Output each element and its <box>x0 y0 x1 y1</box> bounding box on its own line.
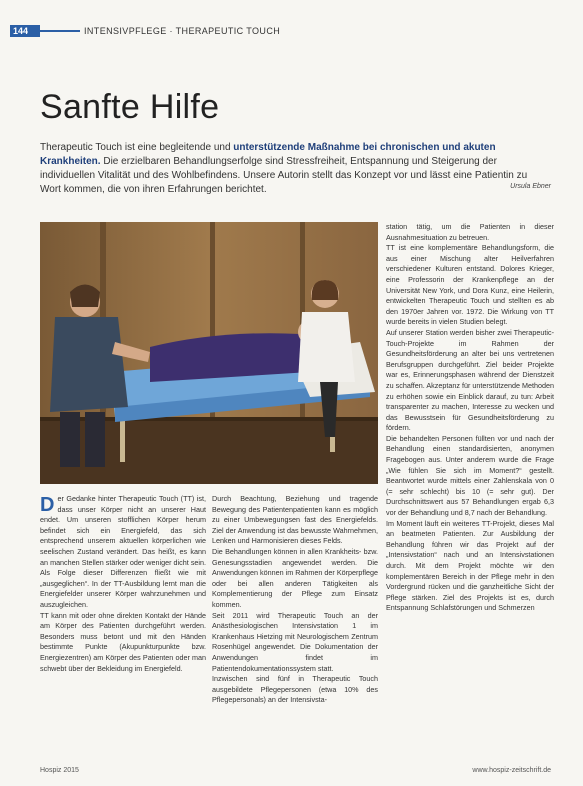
footer-website: www.hospiz-zeitschrift.de <box>472 767 551 774</box>
paragraph: Inzwischen sind fünf in Therapeutic Touch ausgebildete Pflegepersonen (etwa 10% des Pflegepersonals) an der Intensivsta- <box>212 674 378 705</box>
header-rule <box>40 30 80 32</box>
paragraph: Seit 2011 wird Therapeutic Touch an der Anästhesiologischen Intensivstation 1 im Krankenhaus Hietzing mit Neurologischem Zentrum Rosenhügel angewendet. Die Dokumentation der Anwendungen findet im Patientendokumentationssystem statt. <box>212 610 378 673</box>
drop-cap: D <box>40 494 55 516</box>
text-column-left <box>40 494 206 762</box>
photo-illustration <box>40 222 378 484</box>
article-lead <box>40 141 548 197</box>
section-header: INTENSIVPFLEGE · THERAPEUTIC TOUCH <box>84 26 281 36</box>
lead-bold: unterstützende Maßnahme bei chronischen und akuten Krankheiten. <box>40 142 496 167</box>
paragraph: TT kann mit oder ohne direkten Kontakt der Hände am Körper des Patienten durchgeführt werden. Besonders muss betont und mit den Händen bestimmte Punkte (Akupunkturpunkte bzw. Energiezentren) am Körper des Patienten oder man schwebt über der Bekleidung im Energiefeld. <box>40 610 206 673</box>
paragraph: Durch Beachtung, Beziehung und tragende Bewegung des Patientenpatienten kann es möglich zu einer Umbewegungsen fast des Energiefelds. Ziel der Anwendung ist das bewusste Wahrnehmen, Lenken und Harmonisieren dieses Felds. <box>212 494 378 546</box>
paragraph: Die Behandlungen können in allen Krankheits- bzw. Genesungsstadien angewendet werden. Die Anwendungen können im Rahmen der Körperpflege oder bei allen anderen Tätigkeiten als Komplementierung der Pflege zum Einsatz kommen. <box>212 546 378 609</box>
paragraph: Im Moment läuft ein weiteres TT-Projekt, dieses Mal an beatmeten Patienten. Zur Ausbildung der Behandlung führen wir das Projekt auf der „Intensivstation“ nach und an Intensivstationen durch. Mit dem Projekt möchte wir den komplementären Bereich in der Pflege mehr in den Vordergrund rücken und die ganzheitliche Sicht der Pflege stärken. Ziel des Projekts ist es, durch Entspannung Schlafstörungen und Schmerzen <box>386 518 554 613</box>
paragraph: station tätig, um die Patienten in dieser Ausnahmesituation zu betreuen. <box>386 222 554 242</box>
article-photo <box>40 222 378 484</box>
page-number: 144 <box>10 25 40 37</box>
lead-text-1: Therapeutic Touch ist eine begleitende und <box>40 142 234 153</box>
lead-text-2: Die erzielbaren Behandlungserfolge sind Stressfreiheit, Entspannung und Steigerung der individuellen Vitalität und des Wohlbefindens. Unsere Autorin stellt das Konzept vor und lässt eine Patientin zu Wort kommen, die von ihren Erfahrungen berichtet. <box>40 156 528 195</box>
paragraph: Auf unserer Station werden bisher zwei Therapeutic-Touch-Projekte im Rahmen der Gesundheitsförderung an alter bei uns vertretenen Berufsgruppen durchgeführt. Ziel beider Projekte war es, Erinnerungsphasen während der Dienstzeit zu schaffen. Akzeptanz für unterstützende Methoden zu erhöhen sowie ein Einblick darauf, zu tun: Arbeit transparenter zu machen, Interesse zu wecken und das Bewusstsein für Gesundheitsförderung zu fördern. <box>386 327 554 433</box>
paragraph: Die behandelten Personen füllten vor und nach der Behandlung einen standardisierten, anonymen Fragebogen aus. Unter anderem wurde die Frage „Wie fühlen Sie sich im Moment?“ gestellt. Beantwortet wurde mittels einer Zahlenskala von 0 (= sehr schlecht) bis 10 (= sehr gut). Der Durchschnittswert aus 57 Behandlungen ergab 6,3 vor der Behandlung und 8,7 nach der Behandlung. <box>386 433 554 518</box>
paragraph-text: er Gedanke hinter Therapeutic Touch (TT) ist, dass unser Körper nicht an unserer Haut endet. Um unseren stofflichen Körper herum befindet sich ein Energiefeld, das sich entsprechend unserem aktuellen körperlichen wie seelischen Zustand verändert. Das heißt, es kann an manchen Stellen stärker oder weniger dicht sein. Als Folge dieser Differenzen fließt wie mit „ausgeglichen“. In der TT-Ausbildung lernt man die Energiefelder unserer Körper wahrzunehmen und auszugleichen. <box>40 494 206 609</box>
article-title: Sanfte Hilfe <box>40 88 220 126</box>
author-name: Ursula Ebner <box>510 183 551 190</box>
text-column-middle <box>212 494 378 762</box>
paragraph: TT ist eine komplementäre Behandlungsform, die aus einer Mischung alter Heilverfahren verschiedener Kulturen entstand. Dolores Krieger, eine Professorin der Krankenpflege an der Universität New York, und Dora Kunz, eine Heilerin, entwickelten Therapeutic Touch und stellten es ab den 1970er Jahren vor. 1972. Die Wirkung von TT wurde bereits in vielen Studien belegt. <box>386 243 554 327</box>
text-column-right <box>386 222 554 762</box>
paragraph <box>40 494 206 611</box>
footer-issue: Hospiz 2015 <box>40 767 79 774</box>
